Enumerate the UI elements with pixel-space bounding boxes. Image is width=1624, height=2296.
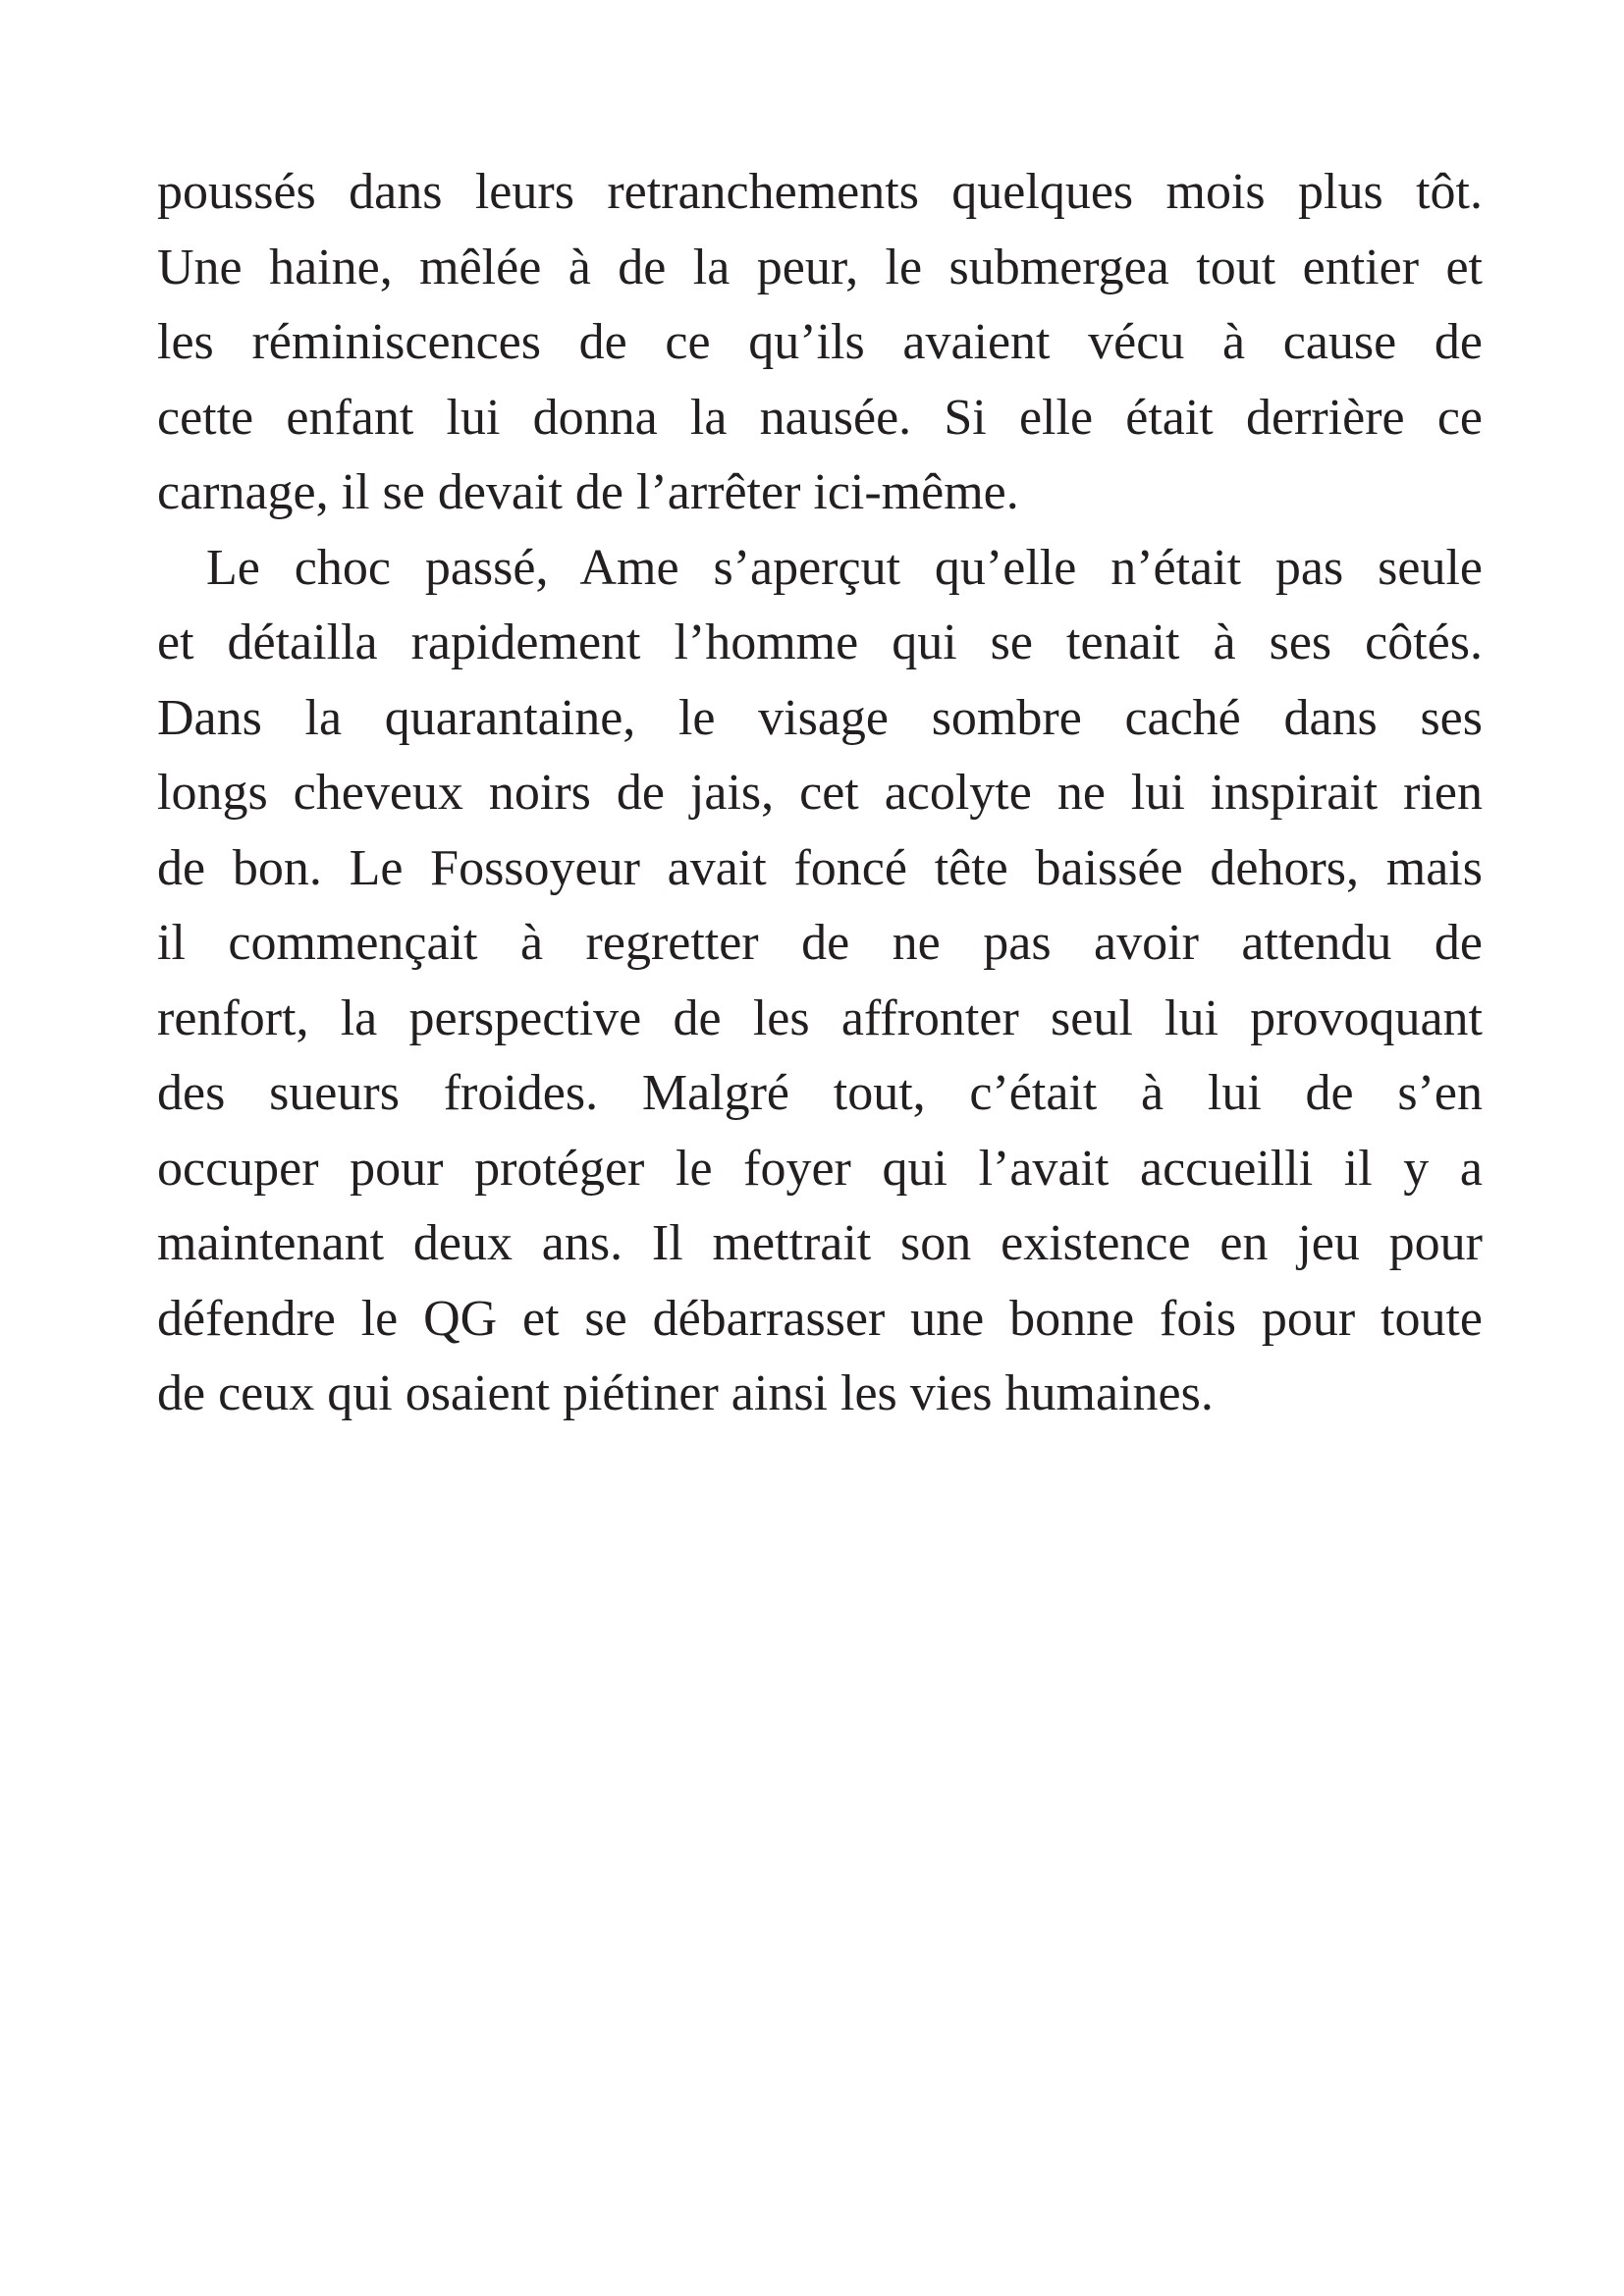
text-line: renfort, la perspective de les affronter seul lui provoquant xyxy=(157,989,1483,1046)
body-text xyxy=(157,155,1483,1432)
text-line: occuper pour protéger le foyer qui l’avait accueilli il y a xyxy=(157,1140,1483,1197)
text-line: longs cheveux noirs de jais, cet acolyte ne lui inspirait rien xyxy=(157,765,1483,821)
text-line: et détailla rapidement l’homme qui se tenait à ses côtés. xyxy=(157,614,1483,670)
text-line: Le choc passé, Ame s’aperçut qu’elle n’était pas seule xyxy=(206,539,1483,596)
text-line: Dans la quarantaine, le visage sombre caché dans ses xyxy=(157,689,1483,746)
text-line: de bon. Le Fossoyeur avait foncé tête baissée dehors, mais xyxy=(157,839,1483,896)
text-line: Une haine, mêlée à de la peur, le submergea tout entier et xyxy=(157,239,1483,295)
text-line: il commençait à regretter de ne pas avoir attendu de xyxy=(157,915,1483,971)
text-line: cette enfant lui donna la nausée. Si elle était derrière ce xyxy=(157,389,1483,446)
text-line: carnage, il se devait de l’arrêter ici-même. xyxy=(157,464,1019,520)
paragraph-2 xyxy=(157,531,1483,1432)
text-line: maintenant deux ans. Il mettrait son existence en jeu pour xyxy=(157,1215,1483,1271)
text-line: les réminiscences de ce qu’ils avaient vécu à cause de xyxy=(157,314,1483,370)
text-line: poussés dans leurs retranchements quelques mois plus tôt. xyxy=(157,164,1483,220)
paragraph-1 xyxy=(157,155,1483,531)
text-line: défendre le QG et se débarrasser une bonne fois pour toute xyxy=(157,1290,1483,1347)
text-line: des sueurs froides. Malgré tout, c’était à lui de s’en xyxy=(157,1065,1483,1121)
text-line: de ceux qui osaient piétiner ainsi les vies humaines. xyxy=(157,1365,1214,1421)
